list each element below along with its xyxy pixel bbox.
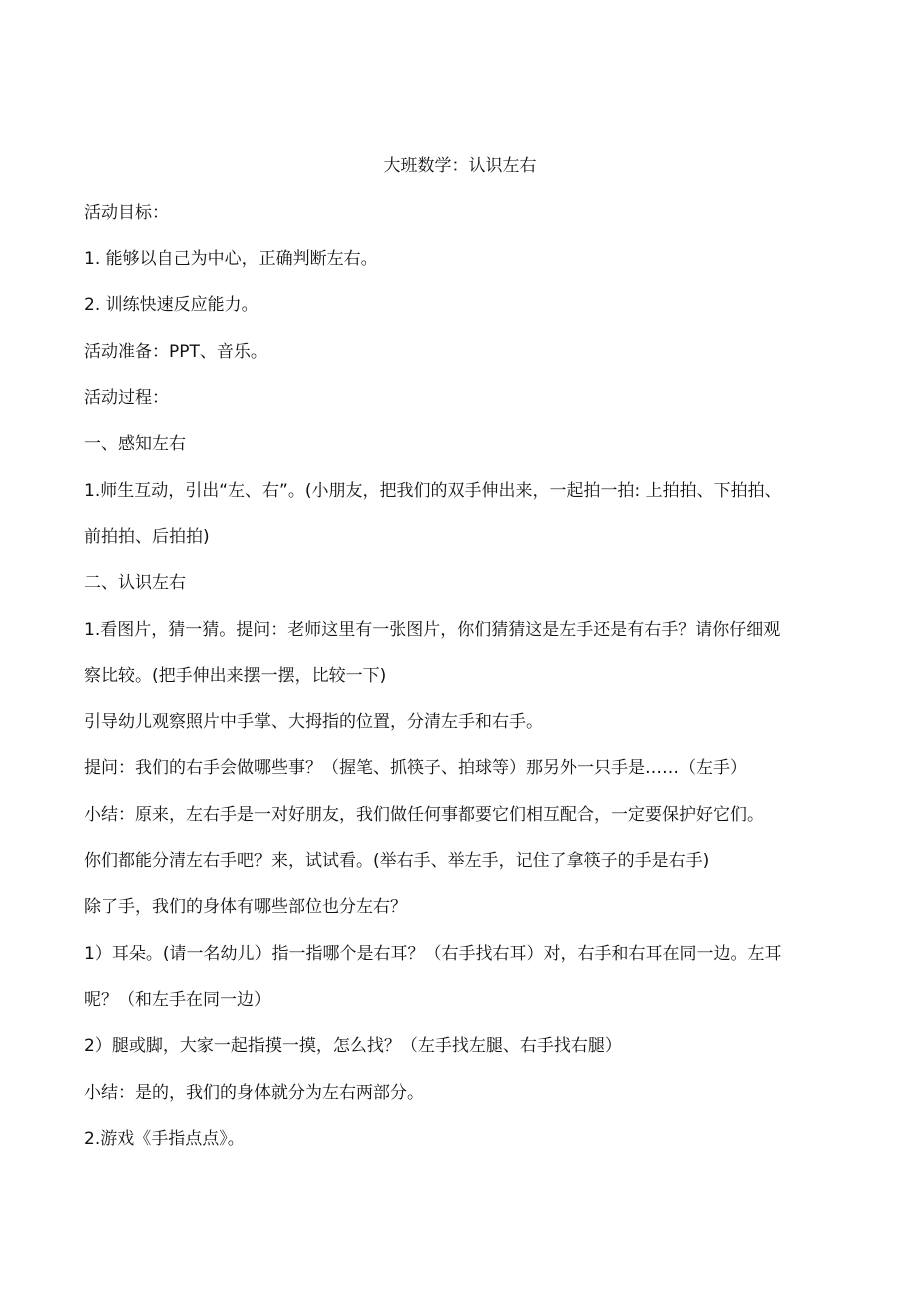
paragraph-line: 1.师生互动，引出“左、右”。(小朋友，把我们的双手伸出来，一起拍一拍: 上拍拍、下拍拍、: [84, 481, 782, 501]
part-heading-1: 一、感知左右: [84, 434, 186, 454]
section-heading-process: 活动过程：: [84, 388, 169, 408]
paragraph-line: 提问：我们的右手会做哪些事？（握笔、抓筷子、拍球等）那另外一只手是……（左手）: [84, 758, 747, 778]
paragraph-line: 除了手，我们的身体有哪些部位也分左右？: [84, 897, 407, 917]
goal-item-2: 2. 训练快速反应能力。: [84, 295, 259, 315]
paragraph-line: 2.游戏《手指点点》。: [84, 1129, 245, 1149]
paragraph-line: 1.看图片，猜一猜。提问：老师这里有一张图片，你们猜猜这是左手还是有右手？请你仔细观: [84, 620, 781, 640]
paragraph-line: 引导幼儿观察照片中手掌、大拇指的位置，分清左手和右手。: [84, 712, 543, 732]
paragraph-line: 你们都能分清左右手吧？来，试试看。(举右手、举左手，记住了拿筷子的手是右手): [84, 851, 710, 871]
paragraph-line: 2）腿或脚，大家一起指摸一摸，怎么找？（左手找左腿、右手找右腿）: [84, 1036, 622, 1056]
goal-item-1: 1. 能够以自己为中心，正确判断左右。: [84, 249, 378, 269]
paragraph-line: 呢？（和左手在同一边）: [84, 990, 271, 1010]
paragraph-line: 察比较。(把手伸出来摆一摆，比较一下): [84, 666, 387, 686]
paragraph-line: 小结：是的，我们的身体就分为左右两部分。: [84, 1083, 424, 1103]
part-heading-2: 二、认识左右: [84, 573, 186, 593]
paragraph-line: 小结：原来，左右手是一对好朋友，我们做任何事都要它们相互配合，一定要保护好它们。: [84, 805, 764, 825]
document-title: 大班数学：认识左右: [383, 156, 537, 176]
paragraph-line: 前拍拍、后拍拍): [84, 527, 210, 547]
paragraph-line: 1）耳朵。(请一名幼儿）指一指哪个是右耳？（右手找右耳）对，右手和右耳在同一边。左耳: [84, 944, 782, 964]
preparation-line: 活动准备：PPT、音乐。: [84, 342, 268, 362]
section-heading-goals: 活动目标：: [84, 203, 169, 223]
